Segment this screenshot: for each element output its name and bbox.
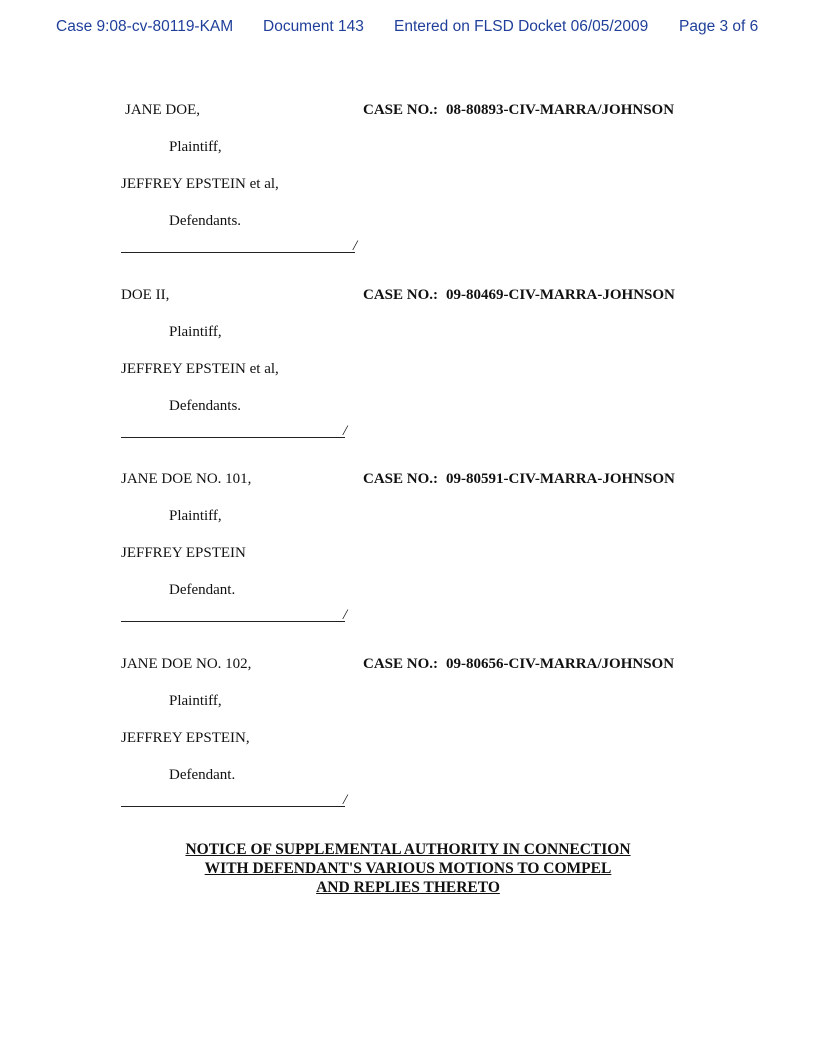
docket-document-number: Document 143: [263, 18, 364, 35]
case-caption-4: [0, 656, 816, 836]
title-line-3: AND REPLIES THERETO: [316, 879, 500, 896]
defendant-role: Defendants.: [169, 398, 242, 414]
case-caption-2: [0, 287, 816, 467]
plaintiff-role: Plaintiff,: [169, 324, 222, 340]
case-caption-3: [0, 471, 816, 651]
case-number-label: CASE NO.:: [363, 656, 439, 672]
separator-slash: /: [343, 607, 348, 623]
plaintiff-name: JANE DOE,: [125, 102, 200, 118]
defendant-name: JEFFREY EPSTEIN et al,: [121, 361, 279, 377]
defendant-role: Defendants.: [169, 213, 242, 229]
defendant-role: Defendant.: [169, 582, 236, 598]
docket-page-number: Page 3 of 6: [679, 18, 759, 35]
case-number: [363, 102, 674, 119]
case-number: [363, 287, 675, 304]
case-number-value: 09-80469-CIV-MARRA-JOHNSON: [446, 287, 675, 303]
defendant-role: Defendant.: [169, 767, 236, 783]
docket-case-number: Case 9:08-cv-80119-KAM: [56, 18, 234, 35]
separator-slash: /: [343, 423, 348, 439]
docket-entered-date: Entered on FLSD Docket 06/05/2009: [394, 18, 649, 35]
separator-slash: /: [343, 792, 348, 808]
docket-header: [0, 18, 816, 40]
plaintiff-role: Plaintiff,: [169, 693, 222, 709]
defendant-name: JEFFREY EPSTEIN et al,: [121, 176, 279, 192]
case-number-label: CASE NO.:: [363, 102, 439, 118]
defendant-name: JEFFREY EPSTEIN: [121, 545, 246, 561]
plaintiff-name: DOE II,: [121, 287, 170, 303]
plaintiff-name: JANE DOE NO. 101,: [121, 471, 252, 487]
case-number-value: 09-80591-CIV-MARRA-JOHNSON: [446, 471, 675, 487]
separator-rule: [121, 621, 345, 622]
case-number-label: CASE NO.:: [363, 471, 439, 487]
separator-rule: [121, 806, 345, 807]
title-line-1: NOTICE OF SUPPLEMENTAL AUTHORITY IN CONNECTION: [185, 841, 631, 858]
case-number-label: CASE NO.:: [363, 287, 439, 303]
document-title: [0, 840, 816, 897]
case-caption-1: [0, 102, 816, 282]
plaintiff-role: Plaintiff,: [169, 508, 222, 524]
plaintiff-role: Plaintiff,: [169, 139, 222, 155]
case-number: [363, 471, 675, 488]
case-number-value: 09-80656-CIV-MARRA/JOHNSON: [446, 656, 675, 672]
case-number: [363, 656, 674, 673]
separator-slash: /: [353, 238, 358, 254]
defendant-name: JEFFREY EPSTEIN,: [121, 730, 250, 746]
plaintiff-name: JANE DOE NO. 102,: [121, 656, 252, 672]
separator-rule: [121, 252, 355, 253]
case-number-value: 08-80893-CIV-MARRA/JOHNSON: [446, 102, 675, 118]
separator-rule: [121, 437, 345, 438]
title-line-2: WITH DEFENDANT'S VARIOUS MOTIONS TO COMPEL: [204, 860, 612, 877]
